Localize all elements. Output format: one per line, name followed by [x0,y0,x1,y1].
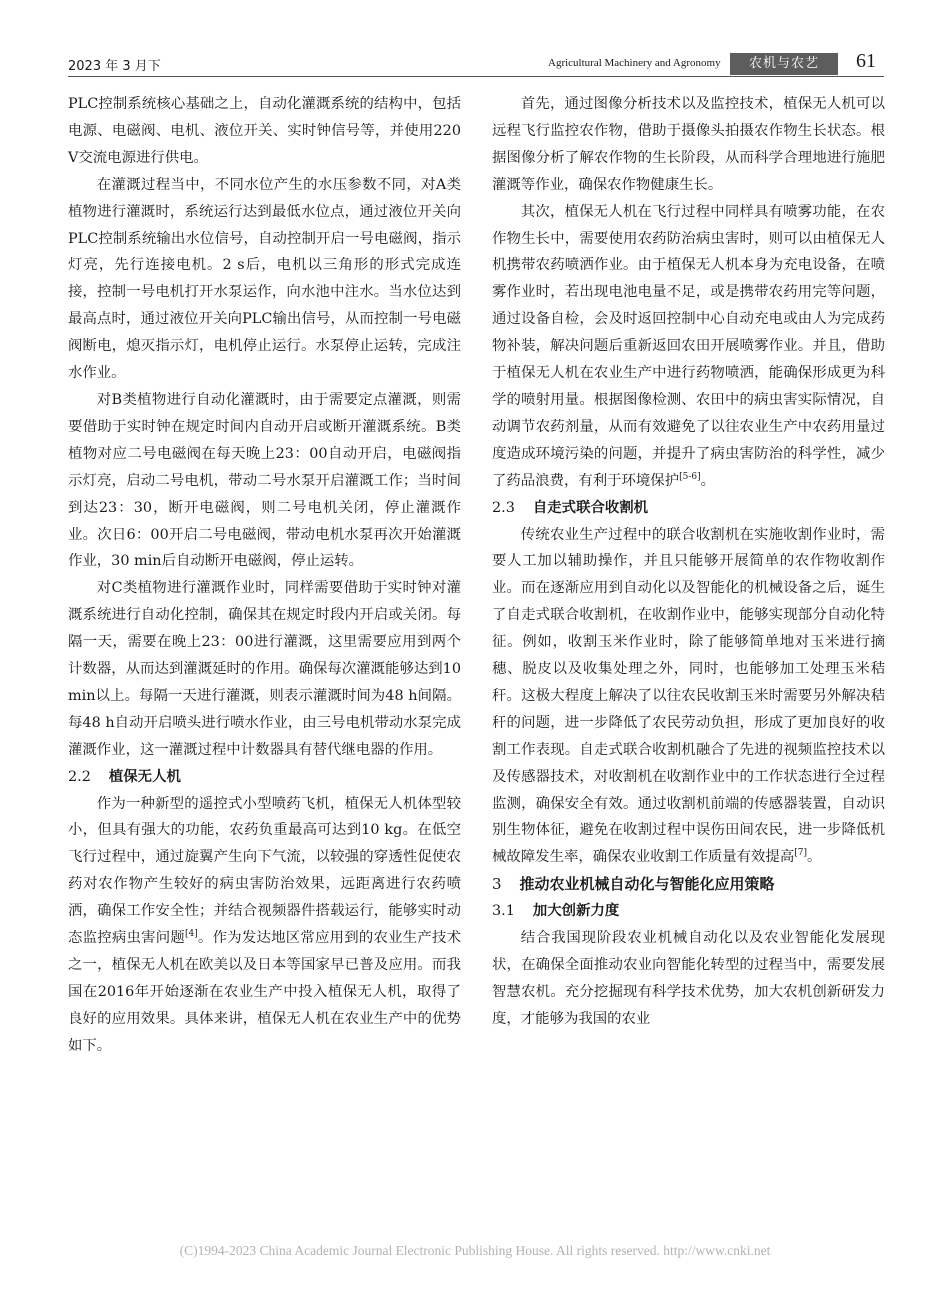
journal-english-title: Agricultural Machinery and Agronomy [548,57,721,69]
paragraph-text: 。 [806,849,822,866]
header-rule [68,76,884,77]
section-title: 植保无人机 [108,768,181,785]
citation-ref: [4] [185,929,198,940]
section-number: 2.3 [492,499,515,516]
paragraph [492,522,885,872]
paragraph [492,199,885,495]
section-title: 推动农业机械自动化与智能化应用策略 [519,875,775,894]
section-heading-3 [492,871,885,898]
section-heading-2-2 [68,764,461,791]
section-title: 加大创新力度 [532,903,620,920]
paragraph: 对B类植物进行自动化灌溉时，由于需要定点灌溉，则需要借助于实时钟在规定时间内自动开启或断开灌溉系统。B类植物对应二号电磁阀在每天晚上23：00自动开启，电磁阀指示灯亮，启动二号电机，带动二号水泵开启灌溉工作；当时间到达23：30，断开电磁阀，则二号电机关闭，停止灌溉作业。次日6：00开启二号电磁阀，带动电机水泵再次开始灌溉作业，30 min后自动断开电磁阀，停止运转。 [68,391,461,570]
paragraph-text: 传统农业生产过程中的联合收割机在实施收割作业时，需要人工加以辅助操作，并且只能够开展简单的农作物收割作业。而在逐渐应用到自动化以及智能化的机械设备之后，诞生了自走式联合收割机，在收割作业中，能够实现部分自动化特征。例如，收割玉米作业时，除了能够简单地对玉米进行摘穗、脱皮以及收集处理之外，同时，也能够加工处理玉米秸秆。这极大程度上解决了以往农民收割玉米时需要另外解决秸秆的问题，进一步降低了农民劳动负担，形成了更加良好的收割工作表现。自走式联合收割机融合了先进的视频监控技术以及传感器技术，对收割机在收割作业中的工作状态进行全过程监测，确保安全有效。通过收割机前端的传感器装置，自动识别生物体征，避免在收割过程中误伤田间农民，进一步降低机械故障发生率，确保农业收割工作质量有效提高 [492,526,885,866]
paragraph: 对C类植物进行灌溉作业时，同样需要借助于实时钟对灌溉系统进行自动化控制，确保其在规定时段内开启或关闭。每隔一天，需要在晚上23：00进行灌溉，这里需要应用到两个计数器，从而达到灌溉延时的作用。确保每次灌溉能够达到10 min以上。每隔一天进行灌溉，则表示灌溉时间为48 h间隔。每48 h自动开启喷头进行喷水作业，由三号电机带动水泵完成灌溉作业，这一灌溉过程中计数器具有替代继电器的作用。 [68,580,461,758]
paragraph: PLC控制系统核心基础之上，自动化灌溉系统的结构中，包括电源、电磁阀、电机、液位开关、实时钟信号等，并使用220 V交流电源进行供电。 [68,96,461,166]
copyright-footer: (C)1994-2023 China Academic Journal Electronic Publishing House. All rights reserved. http://www.cnki.net [179,1243,771,1258]
citation-ref: [7] [794,848,807,859]
section-title: 自走式联合收割机 [532,499,649,516]
paragraph-text: 。 [700,472,716,489]
right-column [492,91,885,1033]
issue-date: 2023 年 3 月下 [68,59,161,74]
section-number: 3.1 [492,903,515,920]
journal-chinese-title-badge: 农机与农艺 [730,53,838,75]
citation-ref: [5-6] [679,471,701,482]
section-number: 2.2 [68,768,91,785]
paragraph-text: 。作为发达地区常应用到的农业生产技术之一，植保无人机在欧美以及日本等国家早已普及应用。而我国在2016年开始逐渐在农业生产中投入植保无人机，取得了良好的应用效果。具体来讲，植保无人机在农业生产中的优势如下。 [68,930,461,1054]
paragraph: 结合我国现阶段农业机械自动化以及农业智能化发展现状，在确保全面推动农业向智能化转型的过程当中，需要发展智慧农机。充分挖掘现有科学技术优势，加大农机创新研发力度，才能够为我国的农业 [492,930,885,1027]
section-number: 3 [492,875,502,894]
paragraph-text: 作为一种新型的遥控式小型喷药飞机，植保无人机体型较小，但具有强大的功能，农药负重最高可达到10 kg。在低空飞行过程中，通过旋翼产生向下气流，以较强的穿透性促使农药对农作物产生较好的病虫害防治效果，远距离进行农药喷洒，确保工作安全性；并结合视频器件搭载运行，能够实时动态监控病虫害问题 [68,795,461,947]
page-header [0,0,950,80]
left-column [68,91,461,1060]
paragraph: 在灌溉过程当中，不同水位产生的水压参数不同，对A类植物进行灌溉时，系统运行达到最低水位点，通过液位开关向PLC控制系统输出水位信号，自动控制开启一号电磁阀，指示灯亮，先行连接电机。2 s后，电机以三角形的形式完成连接，控制一号电机打开水泵运作，向水池中注水。当水位达到最高点时，通过液位开关向PLC输出信号，从而控制一号电磁阀断电，熄灭指示灯，电机停止运行。水泵停止运转，完成注水作业。 [68,176,461,382]
paragraph: 首先，通过图像分析技术以及监控技术，植保无人机可以远程飞行监控农作物，借助于摄像头拍摄农作物生长状态。根据图像分析了解农作物的生长阶段，从而科学合理地进行施肥灌溉等作业，确保农作物健康生长。 [492,96,885,193]
section-heading-3-1 [492,898,885,925]
paragraph-text: 其次，植保无人机在飞行过程中同样具有喷雾功能，在农作物生长中，需要使用农药防治病虫害时，则可以由植保无人机携带农药喷洒作业。由于植保无人机本身为充电设备，在喷雾作业时，若出现电池电量不足，或是携带农药用完等问题，通过设备自检，会及时返回控制中心自动充电或由人为完成药物补装，解决问题后重新返回农田开展喷雾作业。并且，借助于植保无人机在农业生产中进行药物喷洒，能确保形成更为科学的喷射用量。根据图像检测、农田中的病虫害实际情况，自动调节农药剂量，从而有效避免了以往农业生产中农药用量过度造成环境污染的问题，并提升了病虫害防治的科学性，减少了药品浪费，有利于环境保护 [492,203,885,489]
section-heading-2-3 [492,495,885,522]
page-number: 61 [856,50,876,72]
paragraph [68,791,461,1060]
